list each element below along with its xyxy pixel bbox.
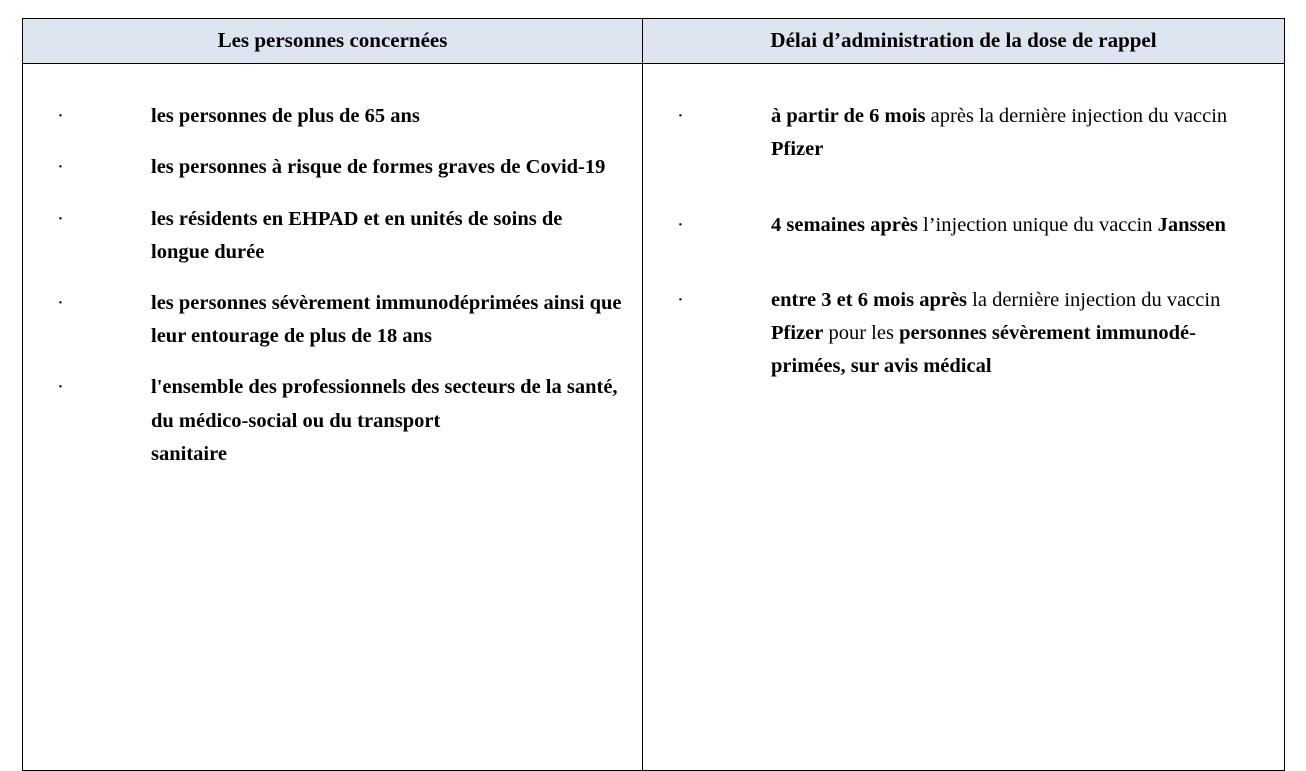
- table-body-row: [23, 64, 1285, 771]
- list-item: [663, 100, 1264, 166]
- list-item: [43, 287, 622, 353]
- bullet-marker: ·: [57, 376, 64, 399]
- bullet-marker: ·: [57, 105, 64, 128]
- body-text: la dernière injection du vaccin: [967, 288, 1221, 311]
- emphasis-text: personnes sévèrement immunodé-primées, sur avis médical: [771, 322, 1196, 378]
- cell-delai-administration: [643, 64, 1285, 771]
- emphasis-text: entre 3 et 6 mois après: [771, 288, 968, 311]
- bullet-list-delais: [663, 100, 1264, 383]
- emphasis-text: l'ensemble des professionnels des secteurs de la santé, du médico-social ou du transport: [151, 376, 618, 432]
- cell-personnes-concernees: [23, 64, 643, 771]
- bullet-marker: ·: [677, 213, 684, 236]
- list-item: [43, 151, 622, 184]
- list-item: [43, 100, 622, 133]
- body-text: après la dernière injection du vaccin: [925, 105, 1228, 128]
- table-header-row: [23, 19, 1285, 64]
- bullet-marker: ·: [57, 207, 64, 230]
- emphasis-text: les personnes à risque de formes graves de Covid-19: [151, 156, 606, 179]
- bullet-marker: ·: [677, 105, 684, 128]
- emphasis-text: Pfizer: [771, 138, 824, 161]
- emphasis-text: les résidents en EHPAD et en unités de soins de longue durée: [151, 207, 563, 263]
- list-item: [663, 209, 1264, 242]
- emphasis-text: Pfizer: [771, 322, 824, 344]
- list-item: [43, 203, 622, 269]
- body-text: pour les: [823, 322, 900, 344]
- list-item: [663, 284, 1264, 384]
- bullet-marker: ·: [57, 156, 64, 179]
- emphasis-text: 4 semaines après: [771, 213, 918, 236]
- emphasis-text: à partir de 6 mois: [771, 105, 926, 128]
- bullet-marker: ·: [57, 292, 64, 314]
- emphasis-text: leur entourage de plus de 18 ans: [151, 325, 432, 348]
- bullet-marker: ·: [677, 288, 684, 311]
- column-header-personnes-concernees: Les personnes concernées: [23, 19, 643, 64]
- list-item: [43, 371, 622, 471]
- emphasis-text: sanitaire: [151, 442, 227, 465]
- emphasis-text: les personnes sévèrement immunodéprimées ainsi que: [151, 292, 622, 314]
- vaccination-booster-table: [22, 18, 1285, 771]
- bullet-list-personnes: [43, 100, 622, 471]
- emphasis-text: Janssen: [1157, 213, 1226, 236]
- body-text: l’injection unique du vaccin: [917, 213, 1158, 236]
- emphasis-text: les personnes de plus de 65 ans: [151, 105, 420, 128]
- column-header-delai-administration: Délai d’administration de la dose de rappel: [643, 19, 1285, 64]
